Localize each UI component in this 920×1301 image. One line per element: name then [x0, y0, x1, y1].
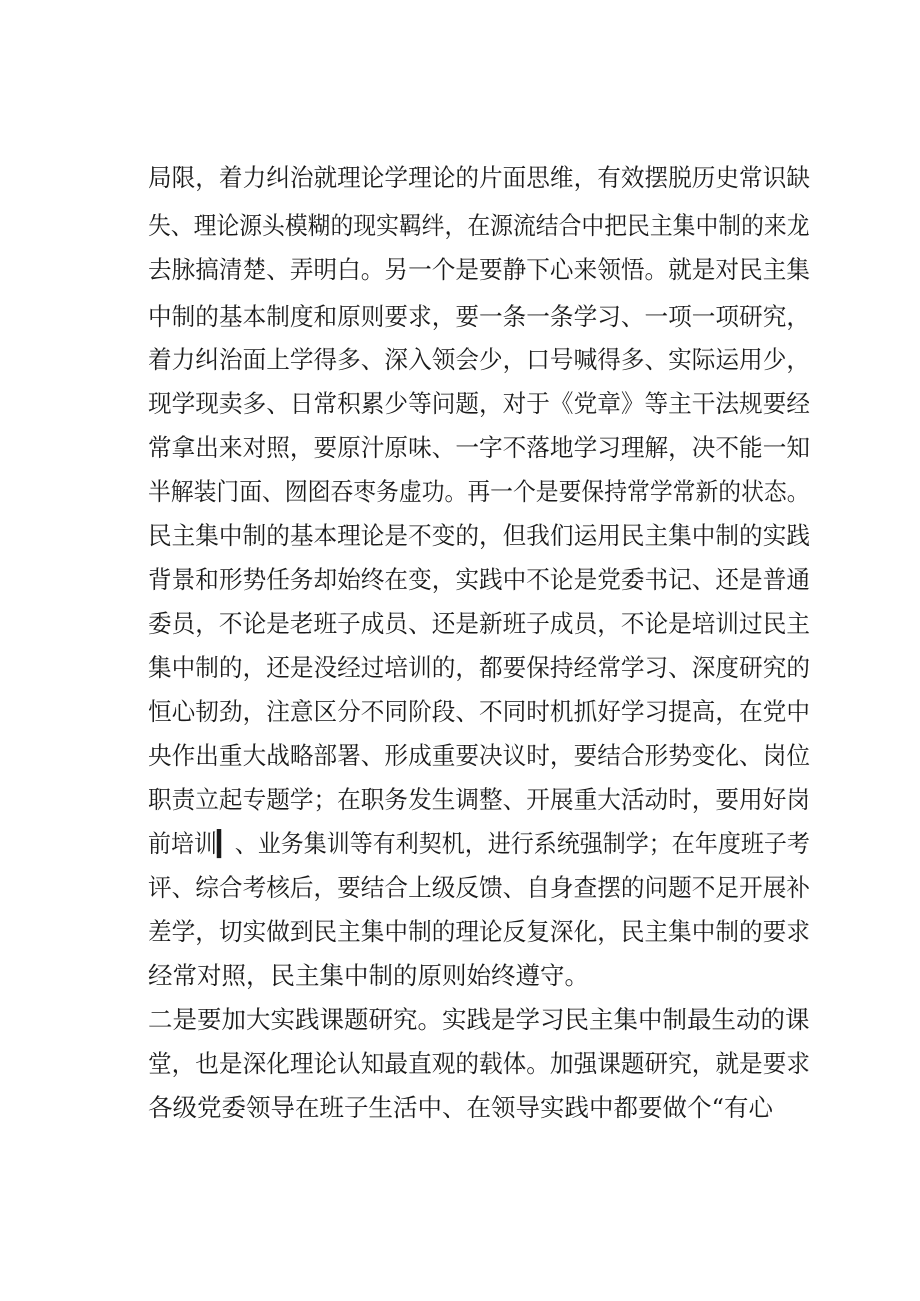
text-line: 经常对照，民主集中制的原则始终遵守。	[148, 961, 589, 990]
text-line: 局限，着力纠治就理论学理论的片面思维，有效摆脱历史常识缺	[148, 163, 810, 192]
text-line: 恒心韧劲，注意区分不同阶段、不同时机抓好学习提高，在党中	[148, 697, 810, 726]
text-line: 中制的基本制度和原则要求，要一条一条学习、一项一项研究，	[148, 302, 810, 331]
text-line: 失、理论源头模糊的现实羁绊，在源流结合中把民主集中制的来龙	[148, 211, 810, 240]
text-line: 差学，切实做到民主集中制的理论反复深化，民主集中制的要求	[148, 917, 810, 946]
text-line: 职责立起专题学；在职务发生调整、开展重大活动时，要用好岗	[148, 785, 810, 814]
text-line: 半解装门面、囫囵吞枣务虚功。再一个是要保持常学常新的状态。	[148, 477, 810, 506]
text-line: 前培训▎、业务集训等有利契机，进行系统强制学；在年度班子考	[148, 829, 810, 858]
text-line: 评、综合考核后，要结合上级反馈、自身查摆的问题不足开展补	[148, 873, 810, 902]
text-line: 现学现卖多、日常积累少等问题，对于《党章》等主干法规要经	[148, 389, 810, 418]
text-line: 着力纠治面上学得多、深入领会少，口号喊得多、实际运用少，	[148, 345, 810, 374]
text-line: 委员，不论是老班子成员、还是新班子成员，不论是培训过民主	[148, 609, 810, 638]
text-line: 央作出重大战略部署、形成重要决议时，要结合形势变化、岗位	[148, 741, 810, 770]
text-line: 二是要加大实践课题研究。实践是学习民主集中制最生动的课	[148, 1005, 810, 1034]
text-line: 各级党委领导在班子生活中、在领导实践中都要做个“有心	[148, 1093, 774, 1122]
text-line: 常拿出来对照，要原汁原味、一字不落地学习理解，决不能一知	[148, 433, 810, 462]
text-line: 集中制的，还是没经过培训的，都要保持经常学习、深度研究的	[148, 653, 810, 682]
text-line: 民主集中制的基本理论是不变的，但我们运用民主集中制的实践	[148, 521, 810, 550]
text-line: 去脉搞清楚、弄明白。另一个是要静下心来领悟。就是对民主集	[148, 255, 810, 284]
text-line: 堂，也是深化理论认知最直观的载体。加强课题研究，就是要求	[148, 1049, 810, 1078]
text-line: 背景和形势任务却始终在变，实践中不论是党委书记、还是普通	[148, 565, 810, 594]
